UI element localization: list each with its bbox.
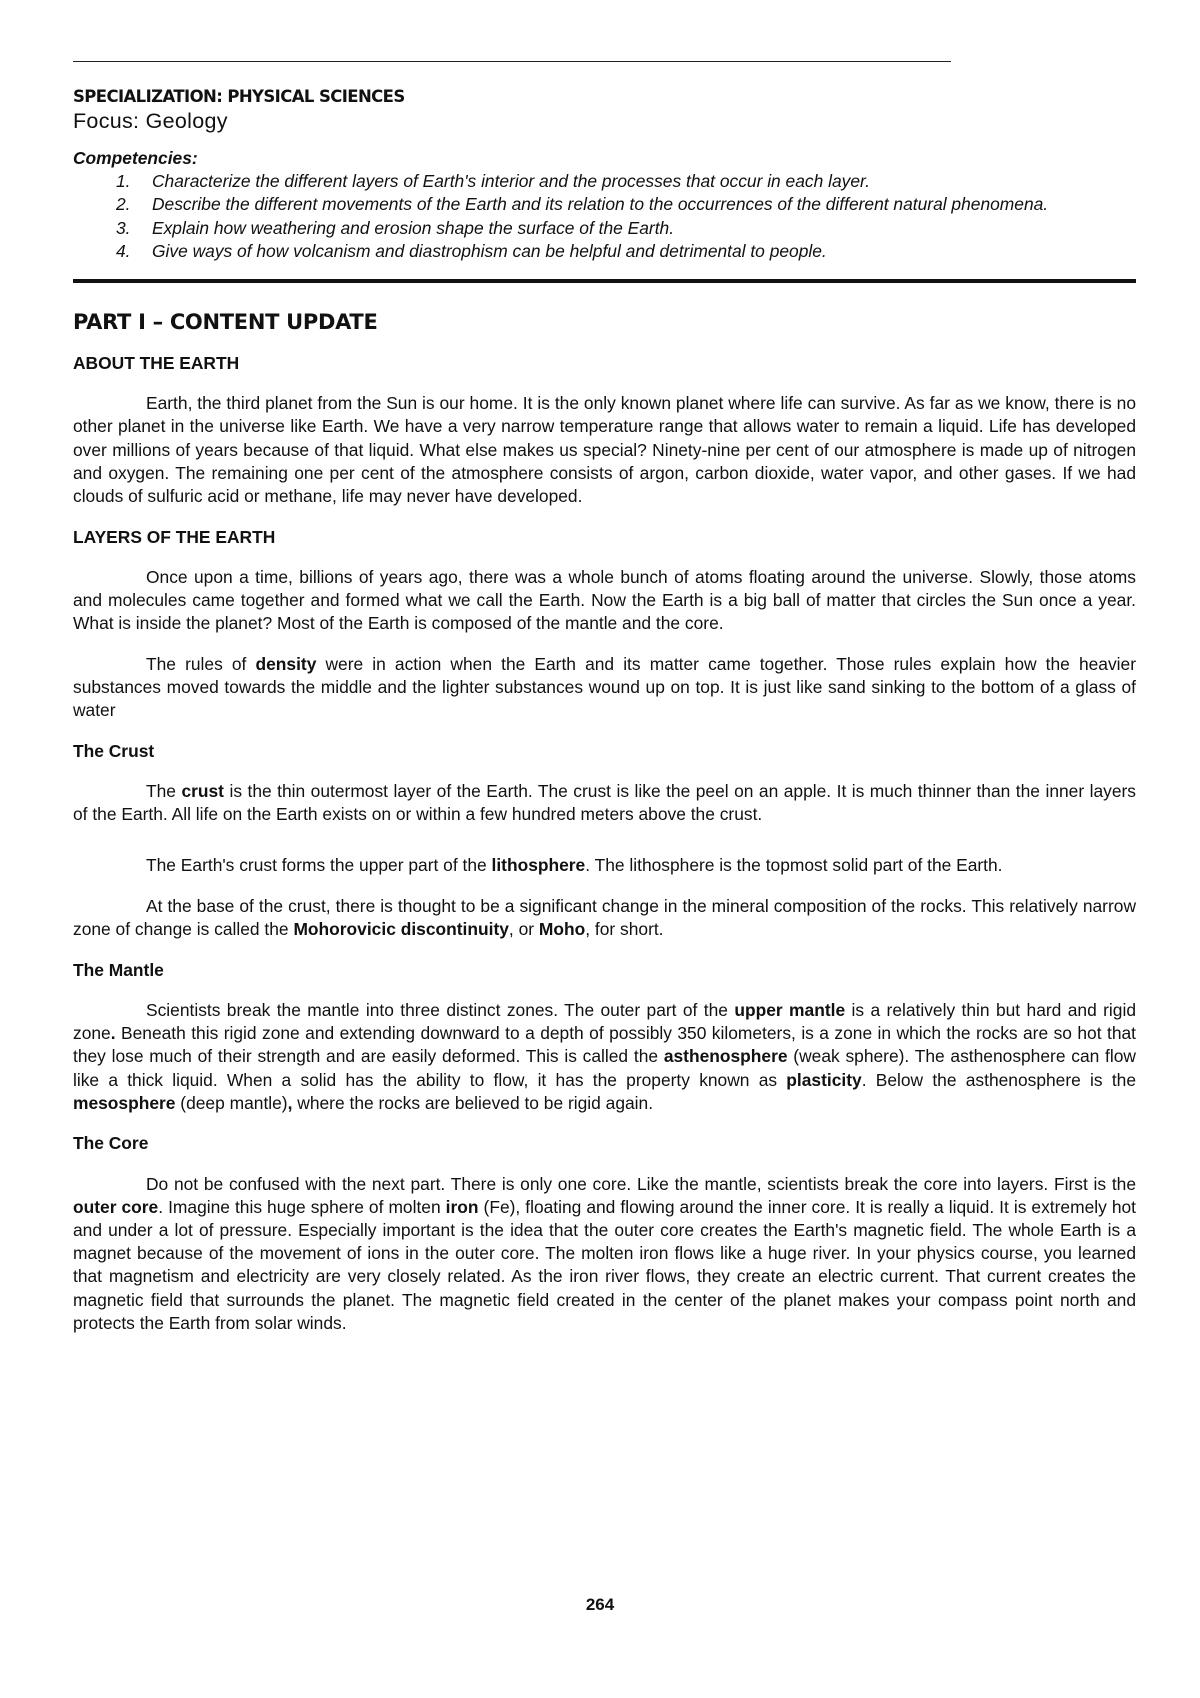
competencies-heading: Competencies:: [73, 148, 198, 168]
layers-heading: LAYERS OF THE EARTH: [73, 526, 276, 547]
term-lithosphere: lithosphere: [491, 855, 586, 876]
text-run: (Fe), floating and flowing around the inner core. It is really a liquid. It is extremely hot and under a lot of pressure. Especially important is the idea that the outer core creates the Earth's magnetic field. The whole Earth is a magnet because of the movement of ions in the outer core. The molten iron flows like a huge river. In your physics course, you learned that magnetism and electricity are very closely related. As the iron river flows, they create an electric current. That current creates the magnetic field that surrounds the planet. The magnetic field created in the center of the planet makes your compass point north and protects the Earth from solar winds.: [73, 1196, 1136, 1333]
text-run: . Below the asthenosphere is the: [861, 1069, 1137, 1090]
focus-heading: Focus: Geology: [73, 109, 228, 133]
text-run: , for short.: [585, 919, 664, 940]
text-run: The: [146, 781, 182, 802]
competency-number: 1.: [116, 171, 131, 192]
text-run: (deep mantle): [175, 1092, 288, 1113]
text-run: were in action when the Earth and its matter came together. Those rules explain how the heavier substances moved towards the middle and the lighter substances wound up on top. It is just like sand sinking to the bottom of a glass of water: [73, 653, 1136, 721]
core-paragraph: [73, 1173, 1136, 1335]
text-run: ,: [287, 1092, 293, 1113]
term-plasticity: plasticity: [786, 1069, 862, 1090]
crust-paragraph-1: [73, 780, 1136, 826]
text-run: .: [110, 1023, 116, 1044]
competencies-list: [73, 170, 1136, 263]
text-run: is the thin outermost layer of the Earth. The crust is like the peel on an apple. It is much thinner than the inner layers of the Earth. All life on the Earth exists on or within a few hundred meters above the crust.: [73, 781, 1136, 825]
layers-paragraph-2: [73, 653, 1136, 723]
about-earth-heading: ABOUT THE EARTH: [73, 353, 240, 374]
text-run: is a relatively thin but hard and rigid zone: [73, 1000, 1136, 1044]
competency-text: Explain how weathering and erosion shape the surface of the Earth.: [152, 217, 675, 238]
mantle-heading: The Mantle: [73, 959, 164, 980]
crust-paragraph-2: [73, 854, 1136, 877]
core-heading: The Core: [73, 1133, 149, 1154]
crust-paragraph-3: [73, 895, 1136, 941]
specialization-heading: SPECIALIZATION: PHYSICAL SCIENCES: [73, 87, 405, 106]
text-run: (weak sphere). The asthenosphere can flow like a thick liquid. When a solid has the ability to flow, it has the property known as: [73, 1046, 1136, 1090]
competency-item: [73, 170, 1136, 193]
term-crust: crust: [181, 781, 224, 802]
term-mohorovicic: Mohorovicic discontinuity: [293, 919, 509, 940]
competency-text: Give ways of how volcanism and diastrophism can be helpful and detrimental to people.: [152, 240, 827, 261]
text-run: Scientists break the mantle into three distinct zones. The outer part of the: [146, 1000, 735, 1021]
term-outer-core: outer core: [73, 1196, 159, 1217]
competency-item: [73, 193, 1136, 216]
text-run: Do not be confused with the next part. There is only one core. Like the mantle, scientists break the core into layers. First is the: [146, 1173, 1136, 1194]
term-moho: Moho: [538, 919, 586, 940]
part-title: PART I – CONTENT UPDATE: [73, 310, 378, 335]
term-upper-mantle: upper mantle: [734, 1000, 846, 1021]
mantle-paragraph: [73, 999, 1136, 1115]
term-iron: iron: [445, 1196, 479, 1217]
text-run: Beneath this rigid zone and extending downward to a depth of possibly 350 kilometers, is a zone in which the rocks are so hot that they lose much of their strength and are easily deformed. This is called the: [73, 1023, 1136, 1067]
competency-number: 4.: [116, 240, 131, 261]
about-earth-paragraph: Earth, the third planet from the Sun is our home. It is the only known planet where life can survive. As far as we know, there is no other planet in the universe like Earth. We have a very narrow temperature range that allows water to remain a liquid. Life has developed over millions of years because of that liquid. What else makes us special? Ninety-nine per cent of our atmosphere is made up of nitrogen and oxygen. The remaining one per cent of the atmosphere consists of argon, carbon dioxide, water vapor, and other gases. If we had clouds of sulfuric acid or methane, life may never have developed.: [73, 393, 1136, 507]
competency-text: Describe the different movements of the Earth and its relation to the occurrences of the different natural phenomena.: [152, 194, 1049, 215]
text-run: , or: [508, 919, 539, 940]
term-mesosphere: mesosphere: [73, 1092, 176, 1113]
text-run: . The lithosphere is the topmost solid part of the Earth.: [585, 855, 1003, 876]
text-run: where the rocks are believed to be rigid again.: [292, 1092, 654, 1113]
term-asthenosphere: asthenosphere: [663, 1046, 788, 1067]
section-divider: [73, 279, 1136, 283]
text-run: . Imagine this huge sphere of molten: [158, 1196, 446, 1217]
competency-number: 2.: [116, 194, 131, 215]
competency-text: Characterize the different layers of Earth's interior and the processes that occur in each layer.: [152, 171, 870, 192]
competency-number: 3.: [116, 217, 131, 238]
layers-paragraph-1: Once upon a time, billions of years ago, there was a whole bunch of atoms floating around the universe. Slowly, those atoms and molecules came together and formed what we call the Earth. Now the Earth is a big ball of matter that circles the Sun once a year. What is inside the planet? Most of the Earth is composed of the mantle and the core.: [73, 566, 1136, 634]
top-divider: [73, 61, 951, 62]
crust-heading: The Crust: [73, 740, 155, 761]
page-number: 264: [585, 1595, 615, 1614]
text-run: The Earth's crust forms the upper part of the: [146, 855, 492, 876]
competency-item: [73, 240, 1136, 263]
document-page: [73, 52, 1136, 1352]
text-run: At the base of the crust, there is thought to be a significant change in the mineral composition of the rocks. This relatively narrow zone of change is called the: [73, 896, 1136, 940]
term-density: density: [255, 653, 317, 674]
text-run: The rules of: [146, 653, 256, 674]
competency-item: [73, 217, 1136, 240]
